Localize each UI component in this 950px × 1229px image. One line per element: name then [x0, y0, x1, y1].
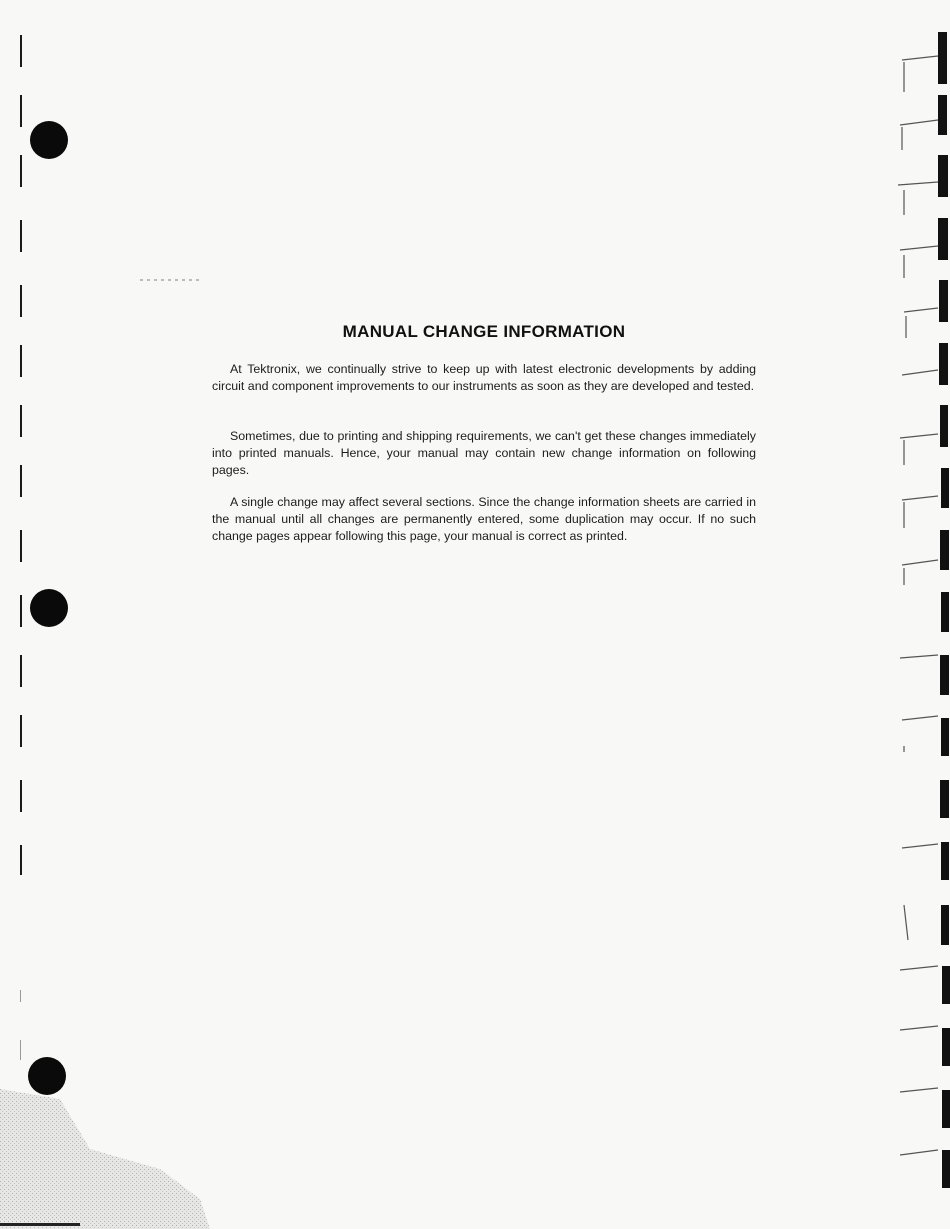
- margin-tick: [20, 95, 22, 127]
- margin-tick: [20, 530, 22, 562]
- margin-tick: [20, 845, 22, 875]
- paragraph-1: At Tektronix, we continually strive to keep up with latest electronic developments by adding circuit and component improvements to our instruments as soon as they are developed and tested.: [212, 362, 756, 393]
- margin-tick: [20, 715, 22, 747]
- margin-tick: [20, 1040, 21, 1060]
- binding-edge: [890, 0, 950, 1229]
- punch-hole-top: [30, 121, 68, 159]
- margin-tick: [20, 220, 22, 252]
- margin-tick: [20, 595, 22, 627]
- margin-tick: [20, 655, 22, 687]
- margin-tick: [20, 780, 22, 812]
- paragraph-3: A single change may affect several sections. Since the change information sheets are carried in the manual until all changes are permanently entered, some duplication may occur. If no such change pages appear following this page, your manual is correct as printed.: [212, 495, 756, 543]
- margin-tick: [20, 345, 22, 377]
- scan-artifact: [140, 279, 202, 281]
- margin-tick: [20, 155, 22, 187]
- page-title: MANUAL CHANGE INFORMATION: [342, 322, 626, 341]
- margin-tick: [20, 35, 22, 67]
- margin-tick: [20, 405, 22, 437]
- margin-tick: [20, 465, 22, 497]
- paragraph-2: Sometimes, due to printing and shipping requirements, we can't get these changes immediately into printed manuals. Hence, your manual may contain new change information on following pages.: [212, 429, 756, 477]
- scan-noise: [0, 1089, 210, 1229]
- punch-hole-middle: [30, 589, 68, 627]
- margin-tick: [20, 285, 22, 317]
- margin-tick: [20, 990, 21, 1002]
